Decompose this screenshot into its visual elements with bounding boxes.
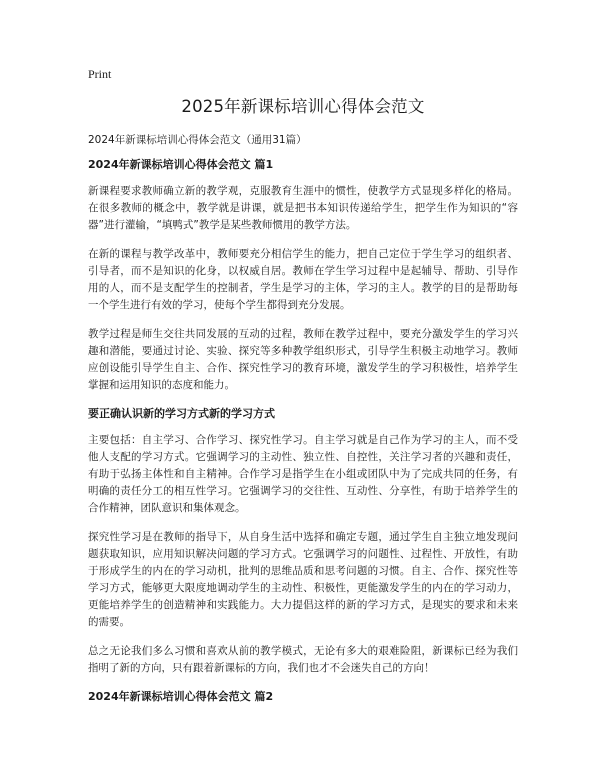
- section-heading-2: 要正确认识新的学习方式新的学习方式: [88, 407, 275, 420]
- paragraph: 探究性学习是在教师的指导下，从自身生活中选择和确定专题，通过学生自主独立地发现问题获取知识，应用知识解决问题的学习方式。它强调学习的问题性、过程性、开放性，有助于形成学生的内在的学习动机，批判的思维品质和思考问题的习惯。自主、合作、探究性等学习方式，能够更大限度地调动学生的主动性、积极性，更能激发学生的内在的学习动力，更能培养学生的创造精神和实践能力。大力提倡这样的新的学习方式，是现实的要求和未来的需要。: [88, 531, 518, 628]
- paragraph: 教学过程是师生交往共同发展的互动的过程，教师在教学过程中，要充分激发学生的学习兴趣和潜能，要通过讨论、实验、探究等多种教学组织形式，引导学生积极主动地学习。教师应创设能引导学生自主、合作、探究性学习的教育环境，激发学生的学习积极性，培养学生掌握和运用知识的态度和能力。: [88, 328, 518, 391]
- document-page: [88, 66, 518, 715]
- document-title: 2025年新课标培训心得体会范文: [181, 97, 425, 116]
- section-heading-1: 2024年新课标培训心得体会范文 篇1: [88, 158, 274, 171]
- section-heading-3: 2024年新课标培训心得体会范文 篇2: [88, 690, 274, 703]
- paragraph: 总之无论我们多么习惯和喜欢从前的教学模式，无论有多大的艰难险阻，新课标已经为我们指明了新的方向，只有跟着新课标的方向，我们也才不会迷失自己的方向！: [88, 645, 518, 674]
- paragraph: 在新的课程与教学改革中，教师要充分相信学生的能力，把自己定位于学生学习的组织者、引导者，而不是知识的化身，以权威自居。教师在学生学习过程中是起辅导、帮助、引导作用的人，而不是支配学生的控制者，学生是学习的主体，学习的主人。教学的目的是帮助每一个学生进行有效的学习，使每个学生都得到充分发展。: [88, 248, 518, 311]
- paragraph: 新课程要求教师确立新的教学观，克服教育生涯中的惯性，使教学方式显现多样化的格局。在很多教师的概念中，教学就是讲课，就是把书本知识传递给学生，把学生作为知识的“容器”进行灌输，“填鸭式”教学是某些教师惯用的教学方法。: [88, 185, 518, 231]
- document-subtitle: 2024年新课标培训心得体会范文（通用31篇）: [88, 134, 307, 146]
- paragraph: 主要包括：自主学习、合作学习、探究性学习。自主学习就是自己作为学习的主人，而不受他人支配的学习方式。它强调学习的主动性、独立性、自控性，关注学习者的兴趣和责任，有助于弘扬主体性和自主精神。合作学习是指学生在小组或团队中为了完成共同的任务，有明确的责任分工的相互性学习。它强调学习的交往性、互动性、分享性，有助于培养学生的合作精神，团队意识和集体观念。: [88, 434, 518, 514]
- print-link[interactable]: Print: [88, 67, 112, 81]
